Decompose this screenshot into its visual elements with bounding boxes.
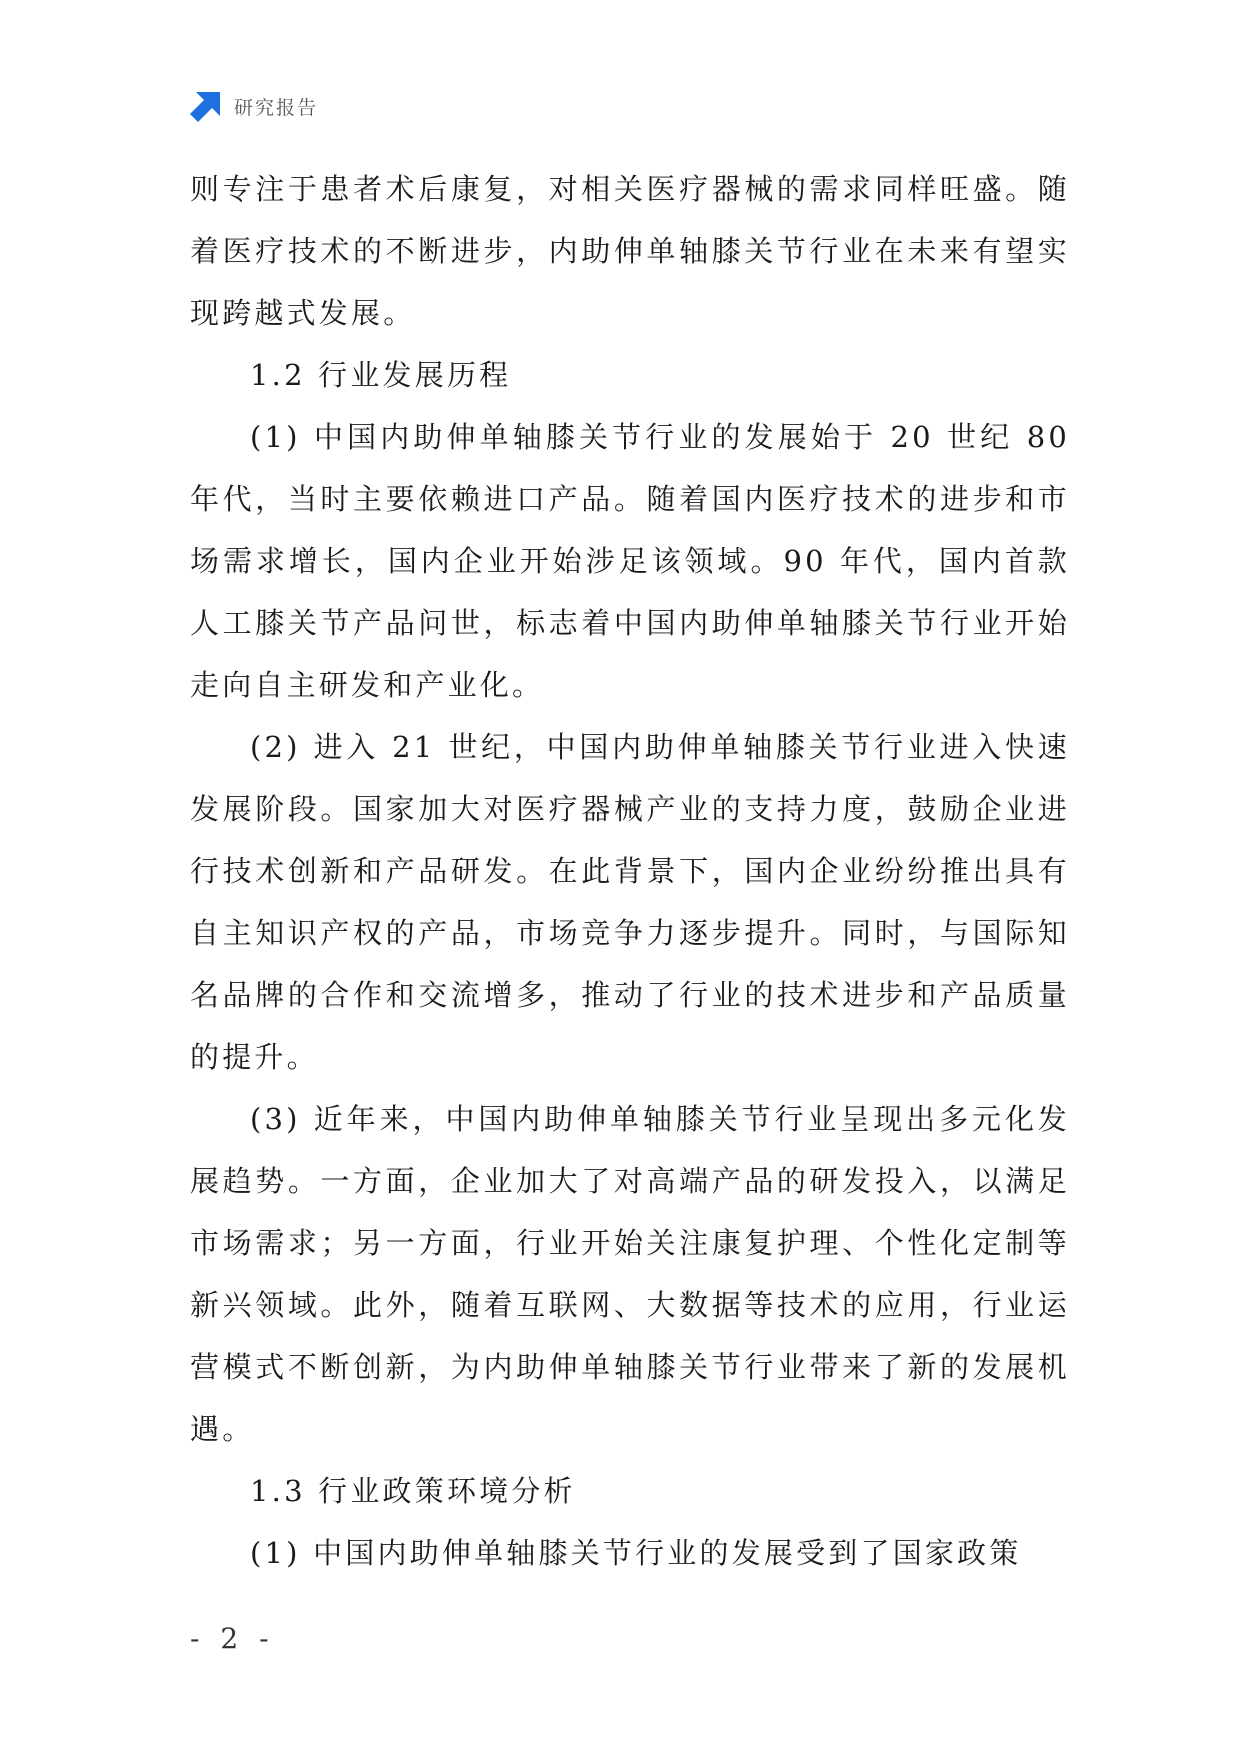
paragraph-policy-1: (1) 中国内助伸单轴膝关节行业的发展受到了国家政策	[250, 1536, 1022, 1570]
paragraph-history-2: (2) 进入 21 世纪，中国内助伸单轴膝关节行业进入快速发展阶段。国家加大对医疗器械产业的支持力度，鼓励企业进行技术创新和产品研发。在此背景下，国内企业纷纷推出具有自主知识产权的产品，市场竞争力逐步提升。同时，与国际知名品牌的合作和交流增多，推动了行业的技术进步和产品质量的提升。	[190, 730, 1070, 1074]
paragraph-history-3: (3) 近年来，中国内助伸单轴膝关节行业呈现出多元化发展趋势。一方面，企业加大了对高端产品的研发投入，以满足市场需求；另一方面，行业开始关注康复护理、个性化定制等新兴领域。此外，随着互联网、大数据等技术的应用，行业运营模式不断创新，为内助伸单轴膝关节行业带来了新的发展机遇。	[190, 1102, 1070, 1446]
page-header	[190, 90, 318, 122]
document-body	[190, 158, 1070, 1584]
paragraph-continuation: 则专注于患者术后康复，对相关医疗器械的需求同样旺盛。随着医疗技术的不断进步，内助伸单轴膝关节行业在未来有望实现跨越式发展。	[190, 172, 1070, 330]
header-title: 研究报告	[234, 96, 319, 119]
section-heading-1-2: 1.2 行业发展历程	[250, 358, 512, 392]
paragraph-history-1: (1) 中国内助伸单轴膝关节行业的发展始于 20 世纪 80 年代，当时主要依赖进口产品。随着国内医疗技术的进步和市场需求增长，国内企业开始涉足该领域。90 年代，国内首款人工膝关节产品问世，标志着中国内助伸单轴膝关节行业开始走向自主研发和产业化。	[190, 420, 1070, 702]
section-heading-1-3: 1.3 行业政策环境分析	[250, 1474, 576, 1508]
arrow-up-right-icon	[190, 90, 222, 122]
page-number: - 2 -	[190, 1622, 275, 1655]
